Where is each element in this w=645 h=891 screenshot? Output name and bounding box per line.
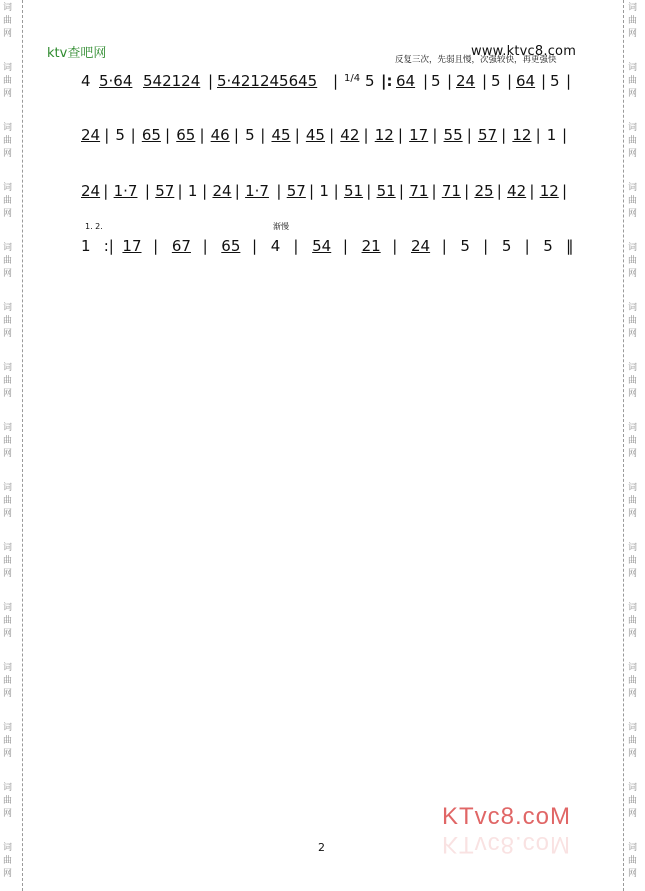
watermark-glyph: 词	[628, 423, 638, 433]
watermark-block	[628, 662, 637, 701]
note-group: 67	[171, 237, 191, 255]
note-group: 1	[81, 237, 91, 255]
watermark-glyph: 词	[3, 663, 13, 673]
barline: |	[177, 182, 183, 200]
barline: |	[432, 126, 438, 144]
barline: |	[234, 182, 240, 200]
left-dashed-border	[22, 0, 23, 891]
barline: ‖	[566, 237, 574, 255]
note-group: 57	[155, 182, 175, 200]
note-group: 12	[374, 126, 394, 144]
watermark-glyph: 网	[3, 209, 13, 219]
watermark-glyph: 曲	[3, 796, 13, 806]
note-group: 24	[81, 182, 101, 200]
watermark-block	[3, 242, 12, 281]
barline: |	[202, 182, 208, 200]
watermark-glyph: 曲	[628, 616, 638, 626]
watermark-glyph: 词	[3, 843, 13, 853]
watermark-block	[3, 662, 12, 701]
barline: |	[501, 126, 507, 144]
watermark-glyph: 词	[3, 723, 13, 733]
barline: |	[482, 72, 488, 90]
watermark-block	[628, 362, 637, 401]
watermark-block	[628, 722, 637, 761]
note-group: 65	[221, 237, 241, 255]
watermark-block	[3, 302, 12, 341]
barline: |	[496, 182, 502, 200]
note-group: 1	[319, 182, 329, 200]
note-group: 46	[210, 126, 230, 144]
watermark-block	[628, 122, 637, 161]
watermark-block	[628, 782, 637, 821]
watermark-glyph: 网	[628, 749, 638, 759]
note-group: 65	[176, 126, 196, 144]
barline: |	[153, 237, 159, 255]
watermark-glyph: 词	[3, 603, 13, 613]
watermark-block	[628, 602, 637, 641]
note-group: 64	[396, 72, 416, 90]
watermark-block	[628, 2, 637, 41]
watermark-block	[3, 362, 12, 401]
watermark-glyph: 网	[628, 509, 638, 519]
watermark-block	[628, 542, 637, 581]
barline: |	[398, 182, 404, 200]
barline: |	[144, 182, 150, 200]
barline: |	[202, 237, 208, 255]
note: 5	[491, 72, 501, 90]
watermark-glyph: 网	[628, 569, 638, 579]
watermark-glyph: 网	[3, 29, 13, 39]
watermark-block	[628, 482, 637, 521]
note-group: 71	[409, 182, 429, 200]
barline: |	[309, 182, 315, 200]
time-signature: 1/4	[344, 73, 361, 84]
watermark-block	[3, 62, 12, 101]
watermark-glyph: 网	[3, 389, 13, 399]
watermark-block	[3, 782, 12, 821]
barline: |	[397, 126, 403, 144]
barline: |	[342, 237, 348, 255]
barline: |	[562, 126, 568, 144]
watermark-glyph: 网	[628, 29, 638, 39]
note-group: 1·7	[245, 182, 269, 200]
note-group: 1	[546, 126, 557, 144]
watermark-glyph: 词	[628, 363, 638, 373]
watermark-glyph: 曲	[3, 136, 13, 146]
watermark-glyph: 词	[3, 243, 13, 253]
barline: |	[447, 72, 453, 90]
watermark-glyph: 网	[628, 89, 638, 99]
performance-note: 反复三次，先弱且慢，次强较快，再更强快	[395, 55, 557, 65]
barline: |	[333, 182, 339, 200]
watermark-glyph: 词	[3, 183, 13, 193]
watermark-glyph: 曲	[3, 376, 13, 386]
watermark-block	[628, 842, 637, 881]
barline: |	[507, 72, 513, 90]
watermark-glyph: 曲	[3, 16, 13, 26]
watermark-glyph: 网	[3, 89, 13, 99]
watermark-glyph: 曲	[3, 436, 13, 446]
watermark-block	[3, 2, 12, 41]
watermark-glyph: 词	[3, 363, 13, 373]
repeat-start: |:	[381, 72, 393, 90]
watermark-glyph: 词	[3, 63, 13, 73]
watermark-glyph: 曲	[628, 196, 638, 206]
watermark-glyph: 词	[628, 63, 638, 73]
note-group: 24	[81, 126, 101, 144]
watermark-glyph: 网	[628, 869, 638, 879]
watermark-glyph: 网	[628, 329, 638, 339]
watermark-glyph: 网	[628, 389, 638, 399]
note-group: 17	[122, 237, 142, 255]
note-group: 45	[305, 126, 325, 144]
barline: |	[233, 126, 239, 144]
barline: |	[329, 126, 335, 144]
watermark-glyph: 词	[628, 783, 638, 793]
watermark-block	[3, 842, 12, 881]
note-group: 12	[539, 182, 559, 200]
watermark-glyph: 曲	[628, 796, 638, 806]
barline: |	[165, 126, 171, 144]
barline: |	[535, 126, 541, 144]
note-group: 45	[271, 126, 291, 144]
watermark-glyph: 网	[628, 449, 638, 459]
watermark-glyph: 词	[628, 123, 638, 133]
barline: |	[524, 237, 530, 255]
site-url[interactable]: www.ktvc8.com	[471, 44, 577, 59]
barline: |	[566, 72, 572, 90]
watermark-glyph: 词	[628, 483, 638, 493]
watermark-glyph: 曲	[628, 436, 638, 446]
watermark-glyph: 网	[628, 269, 638, 279]
watermark-block	[628, 182, 637, 221]
watermark-glyph: 曲	[3, 496, 13, 506]
watermark-glyph: 曲	[628, 136, 638, 146]
barline: |	[293, 237, 299, 255]
watermark-glyph: 曲	[3, 676, 13, 686]
brand-logo: KTvc8.coM	[442, 803, 572, 830]
note-group: 57	[477, 126, 498, 144]
watermark-glyph: 网	[628, 629, 638, 639]
note-group: 5	[501, 237, 512, 255]
watermark-glyph: 词	[628, 243, 638, 253]
watermark-glyph: 词	[628, 3, 638, 13]
barline: :|	[103, 237, 114, 255]
watermark-glyph: 词	[628, 603, 638, 613]
watermark-glyph: 曲	[628, 496, 638, 506]
note-group: 5	[245, 126, 255, 144]
watermark-glyph: 曲	[628, 16, 638, 26]
watermark-block	[628, 422, 637, 461]
note-group: 51	[376, 182, 396, 200]
note-group: 21	[361, 237, 381, 255]
watermark-glyph: 词	[3, 303, 13, 313]
barline: |	[199, 126, 205, 144]
note-group: 54	[312, 237, 332, 255]
barline: |	[464, 182, 470, 200]
watermark-block	[3, 122, 12, 161]
barline: |	[483, 237, 489, 255]
watermark-block	[628, 62, 637, 101]
barline: |	[562, 182, 568, 200]
watermark-glyph: 曲	[3, 856, 13, 866]
watermark-glyph: 网	[628, 689, 638, 699]
watermark-glyph: 网	[3, 629, 13, 639]
watermark-glyph: 曲	[628, 376, 638, 386]
watermark-block	[3, 602, 12, 641]
barline: |	[104, 126, 110, 144]
note-group: 5	[460, 237, 470, 255]
note-group: 24	[456, 72, 476, 90]
barline: |	[366, 182, 372, 200]
note-group: 5·64	[99, 72, 133, 90]
note-group: 12	[512, 126, 532, 144]
watermark-glyph: 曲	[628, 76, 638, 86]
watermark-glyph: 词	[3, 123, 13, 133]
watermark-glyph: 网	[3, 809, 13, 819]
page-number: 2	[318, 841, 325, 854]
watermark-glyph: 曲	[3, 256, 13, 266]
barline: |	[466, 126, 472, 144]
watermark-glyph: 网	[3, 569, 13, 579]
note-group: 57	[286, 182, 306, 200]
watermark-glyph: 网	[628, 209, 638, 219]
watermark-glyph: 网	[3, 269, 13, 279]
barline: |	[276, 182, 282, 200]
watermark-glyph: 网	[3, 689, 13, 699]
watermark-glyph: 网	[628, 149, 638, 159]
note-group: 5·421245645	[217, 72, 318, 90]
watermark-glyph: 曲	[3, 316, 13, 326]
barline: |	[294, 126, 300, 144]
watermark-glyph: 词	[628, 663, 638, 673]
note-group: 65	[141, 126, 161, 144]
watermark-block	[3, 182, 12, 221]
watermark-block	[628, 302, 637, 341]
barline: |	[103, 182, 109, 200]
note-group: 24	[212, 182, 232, 200]
watermark-glyph: 词	[628, 543, 638, 553]
note: 5	[550, 72, 560, 90]
barline: |	[529, 182, 535, 200]
note-group: 1·7	[113, 182, 138, 200]
watermark-glyph: 曲	[628, 256, 638, 266]
note-group: 42	[507, 182, 527, 200]
watermark-glyph: 曲	[3, 196, 13, 206]
barline: |	[333, 72, 339, 90]
watermark-glyph: 曲	[3, 556, 13, 566]
note-group: 42	[340, 126, 360, 144]
note-group: 17	[409, 126, 429, 144]
barline: |	[260, 126, 266, 144]
watermark-glyph: 词	[628, 183, 638, 193]
watermark-glyph: 词	[3, 543, 13, 553]
watermark-glyph: 词	[628, 303, 638, 313]
note-group: 5	[115, 126, 125, 144]
barline: |	[252, 237, 258, 255]
note-group: 71	[441, 182, 461, 200]
note-group: 4	[270, 237, 281, 255]
barline: |	[541, 72, 547, 90]
watermark-glyph: 曲	[628, 316, 638, 326]
fermata-note: 5	[365, 72, 375, 90]
barline: |	[130, 126, 136, 144]
watermark-glyph: 词	[3, 483, 13, 493]
watermark-glyph: 网	[3, 329, 13, 339]
watermark-block	[3, 482, 12, 521]
note-group: 1	[187, 182, 198, 200]
watermark-glyph: 网	[3, 869, 13, 879]
barline: |	[208, 72, 214, 90]
watermark-glyph: 词	[3, 783, 13, 793]
note-group: 542124	[143, 72, 201, 90]
watermark-glyph: 曲	[3, 736, 13, 746]
watermark-glyph: 词	[3, 3, 13, 13]
barline: |	[423, 72, 429, 90]
watermark-glyph: 曲	[628, 736, 638, 746]
watermark-block	[628, 242, 637, 281]
watermark-glyph: 词	[628, 843, 638, 853]
watermark-block	[3, 422, 12, 461]
watermark-glyph: 网	[3, 509, 13, 519]
note-group: 25	[474, 182, 494, 200]
note-group: 24	[411, 237, 431, 255]
watermark-glyph: 曲	[628, 556, 638, 566]
watermark-block	[3, 542, 12, 581]
barline: |	[441, 237, 447, 255]
note-group: 64	[516, 72, 536, 90]
note: 5	[431, 72, 441, 90]
watermark-glyph: 网	[3, 149, 13, 159]
note-group: 5	[543, 237, 553, 255]
tempo-marking: 渐慢	[273, 222, 289, 231]
volta-label: 1. 2.	[85, 222, 103, 231]
note-group: 51	[343, 182, 364, 200]
watermark-glyph: 词	[628, 723, 638, 733]
note: 4	[81, 72, 91, 90]
site-logo-text[interactable]: ktv查吧网	[47, 46, 107, 61]
barline: |	[431, 182, 437, 200]
watermark-glyph: 网	[3, 749, 13, 759]
right-dashed-border	[623, 0, 624, 891]
watermark-glyph: 网	[628, 809, 638, 819]
watermark-glyph: 网	[3, 449, 13, 459]
barline: |	[363, 126, 369, 144]
watermark-glyph: 曲	[628, 856, 638, 866]
brand-logo-reflection: KTvc8.coM	[442, 831, 572, 858]
watermark-glyph: 曲	[3, 616, 13, 626]
watermark-block	[3, 722, 12, 761]
note-group: 55	[443, 126, 463, 144]
barline: |	[392, 237, 398, 255]
watermark-glyph: 曲	[628, 676, 638, 686]
watermark-glyph: 曲	[3, 76, 13, 86]
watermark-glyph: 词	[3, 423, 13, 433]
